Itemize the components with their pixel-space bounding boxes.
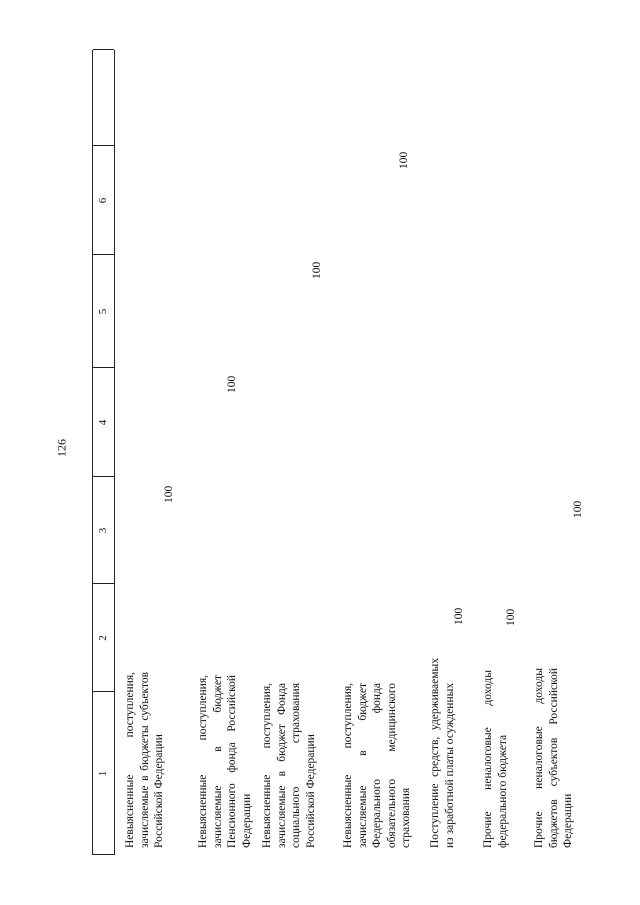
cell-value: 100 [453, 607, 465, 625]
column-header: 2 [97, 635, 109, 641]
cell-value: 100 [311, 261, 323, 279]
cell-value: 100 [163, 485, 175, 503]
column-divider [93, 49, 114, 50]
row-label: Невыясненные поступления, зачисляемые в бюджет Фонда социального страхования Российской Федерации [261, 683, 317, 848]
column-header: 1 [97, 770, 109, 777]
row-label: Прочие неналоговые доходы федерального бюджета [482, 670, 509, 848]
column-header: 4 [97, 419, 109, 426]
column-header: 3 [97, 527, 109, 534]
page-number: 126 [54, 439, 69, 457]
cell-value: 100 [505, 608, 517, 626]
rotated-table [92, 50, 640, 855]
row-label: Невыясненные поступления, зачисляемые в бюджет Федерального фонда обязательного медицинского страхования [342, 683, 412, 848]
row-label: Невыясненные поступления, зачисляемые в бюджеты субъектов Российской Федерации [124, 672, 165, 848]
row-label: Поступление средств, удерживаемых из заработной платы осужденных [429, 658, 456, 848]
column-header: 6 [97, 197, 109, 204]
row-label: Невыясненные поступления, зачисляемые в бюджет Пенсионного фонда Российской Федерации [197, 675, 253, 848]
cell-value: 100 [398, 151, 410, 169]
row-label: Прочие неналоговые доходы бюджетов субъектов Российской Федерации [533, 668, 574, 848]
table-header-row [92, 50, 115, 855]
column-header: 5 [97, 308, 109, 315]
cell-value: 100 [226, 375, 238, 393]
cell-value: 100 [572, 500, 584, 518]
